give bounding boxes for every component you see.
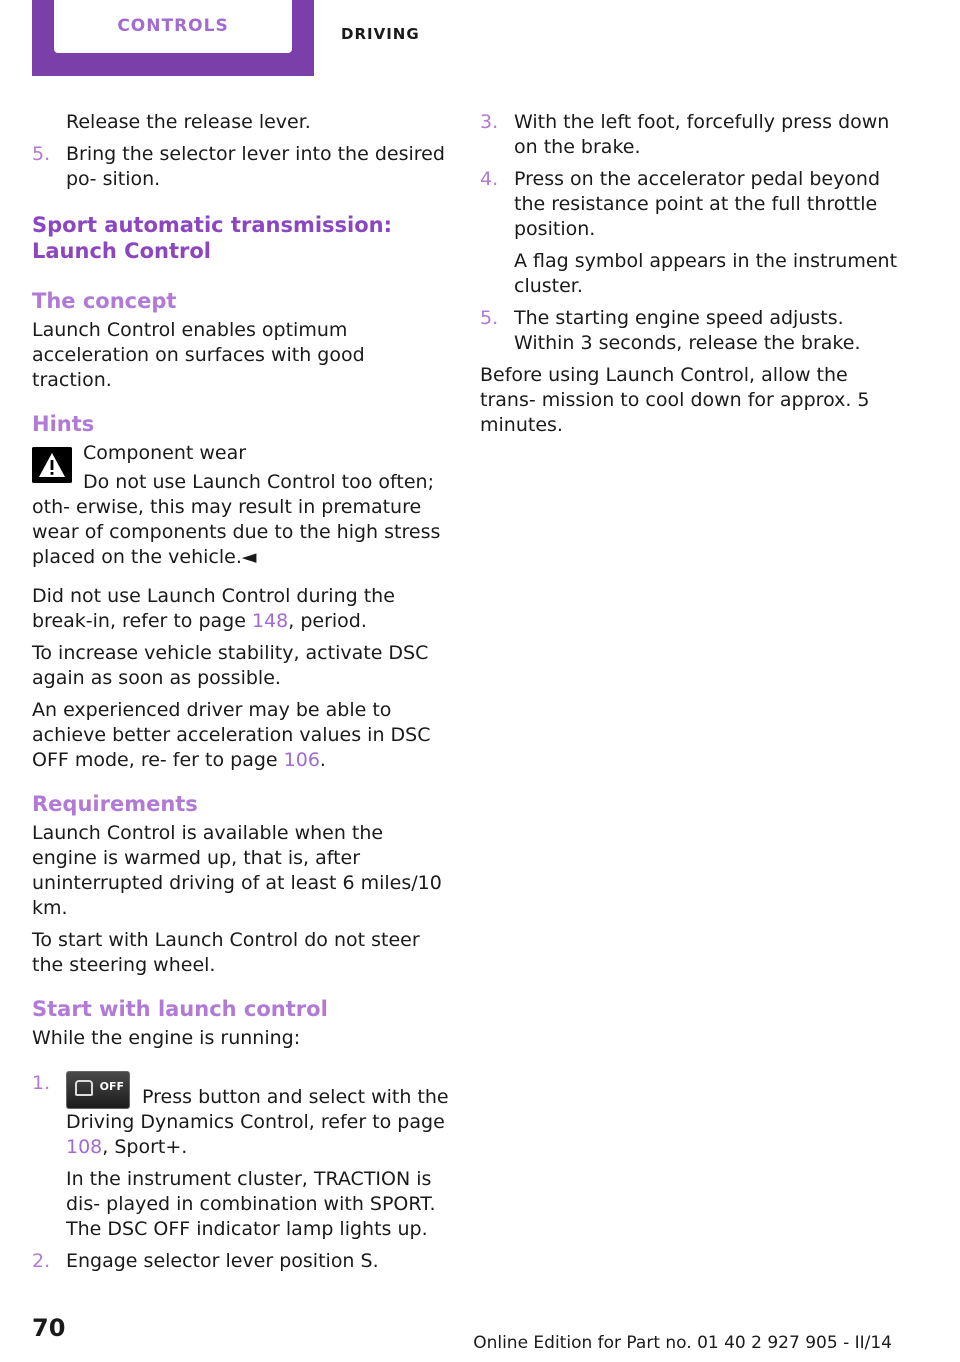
text-span: An experienced driver may be able to achieve better acceleration values in DSC OFF mode, re‐ fer to page xyxy=(32,699,431,771)
chapter-tab-label: CONTROLS xyxy=(117,16,229,36)
left-column xyxy=(32,110,450,1281)
closing-paragraph: Before using Launch Control, allow the trans‐ mission to cool down for approx. 5 minutes. xyxy=(480,364,870,436)
list-item xyxy=(480,167,900,299)
list-text xyxy=(66,1071,450,1160)
warning-icon xyxy=(32,447,72,483)
list-text: With the left foot, forcefully press down on the brake. xyxy=(514,111,890,158)
page-number: 70 xyxy=(32,1314,66,1342)
warning-block xyxy=(32,441,450,570)
text-span: , Sport+. xyxy=(102,1136,188,1158)
list-text: The starting engine speed adjusts. Within 3 seconds, release the brake. xyxy=(514,307,861,354)
stability-paragraph: To increase vehicle stability, activate DSC again as soon as possible. xyxy=(32,642,429,689)
hints-heading: Hints xyxy=(32,412,95,436)
chapter-tab[interactable] xyxy=(32,0,314,76)
requirements-text-1: Launch Control is available when the engine is warmed up, that is, after uninterrupted driving of at least 6 miles/10 km. xyxy=(32,822,442,919)
list-item xyxy=(32,142,450,192)
requirements-text-2: To start with Launch Control do not steer the steering wheel. xyxy=(32,929,420,976)
car-skid-icon xyxy=(75,1080,93,1096)
text-span: , period. xyxy=(288,610,367,632)
list-note: A flag symbol appears in the instrument cluster. xyxy=(514,250,898,297)
section-label: DRIVING xyxy=(341,25,420,43)
list-text: Bring the selector lever into the desired po‐ sition. xyxy=(66,143,445,190)
text-span: . xyxy=(319,749,326,771)
text-span: Press button and select with the Driving Dynamics Control, refer to page xyxy=(66,1086,449,1133)
dsc-paragraph xyxy=(32,698,450,773)
button-icon-label: OFF xyxy=(99,1080,124,1093)
edition-footer: Online Edition for Part no. 01 40 2 927 905 - II/14 xyxy=(473,1333,892,1353)
list-item xyxy=(32,1071,450,1242)
list-item xyxy=(480,110,900,160)
list-number: 5. xyxy=(32,143,51,165)
start-intro: While the engine is running: xyxy=(32,1027,301,1049)
chapter-tab-inner xyxy=(54,0,292,53)
list-item xyxy=(32,1249,450,1274)
list-number: 2. xyxy=(32,1250,51,1272)
page-link-108[interactable]: 108 xyxy=(66,1136,103,1158)
list-text: Press on the accelerator pedal beyond the resistance point at the full throttle position. xyxy=(514,168,881,240)
warning-title: Component wear xyxy=(83,442,247,464)
list-item xyxy=(480,306,900,356)
list-note: In the instrument cluster, TRACTION is dis‐ played in combination with SPORT. The DSC OFF indicator lamp lights up. xyxy=(66,1168,436,1240)
list-number: 1. xyxy=(32,1072,51,1094)
list-text: Engage selector lever position S. xyxy=(66,1250,379,1272)
start-heading: Start with launch control xyxy=(32,997,328,1021)
right-column xyxy=(480,110,900,445)
list-number: 5. xyxy=(480,307,499,329)
concept-text: Launch Control enables optimum acceleration on surfaces with good traction. xyxy=(32,319,365,391)
page-link-148[interactable]: 148 xyxy=(251,610,289,632)
continued-text: Release the release lever. xyxy=(66,111,311,133)
requirements-heading: Requirements xyxy=(32,792,198,816)
list-number: 3. xyxy=(480,111,499,133)
section-title: Sport automatic transmission: Launch Control xyxy=(32,213,392,263)
concept-heading: The concept xyxy=(32,289,177,313)
page-link-106[interactable]: 106 xyxy=(283,749,320,771)
break-in-paragraph xyxy=(32,584,450,634)
text-span: Did not use Launch Control during the break-in, refer to page xyxy=(32,585,395,632)
dsc-off-button-icon xyxy=(66,1071,130,1109)
warning-text: Do not use Launch Control too often; oth‐ erwise, this may result in premature wear of components due to the high stress placed on the vehicle.◄ xyxy=(32,471,441,568)
list-number: 4. xyxy=(480,168,499,190)
